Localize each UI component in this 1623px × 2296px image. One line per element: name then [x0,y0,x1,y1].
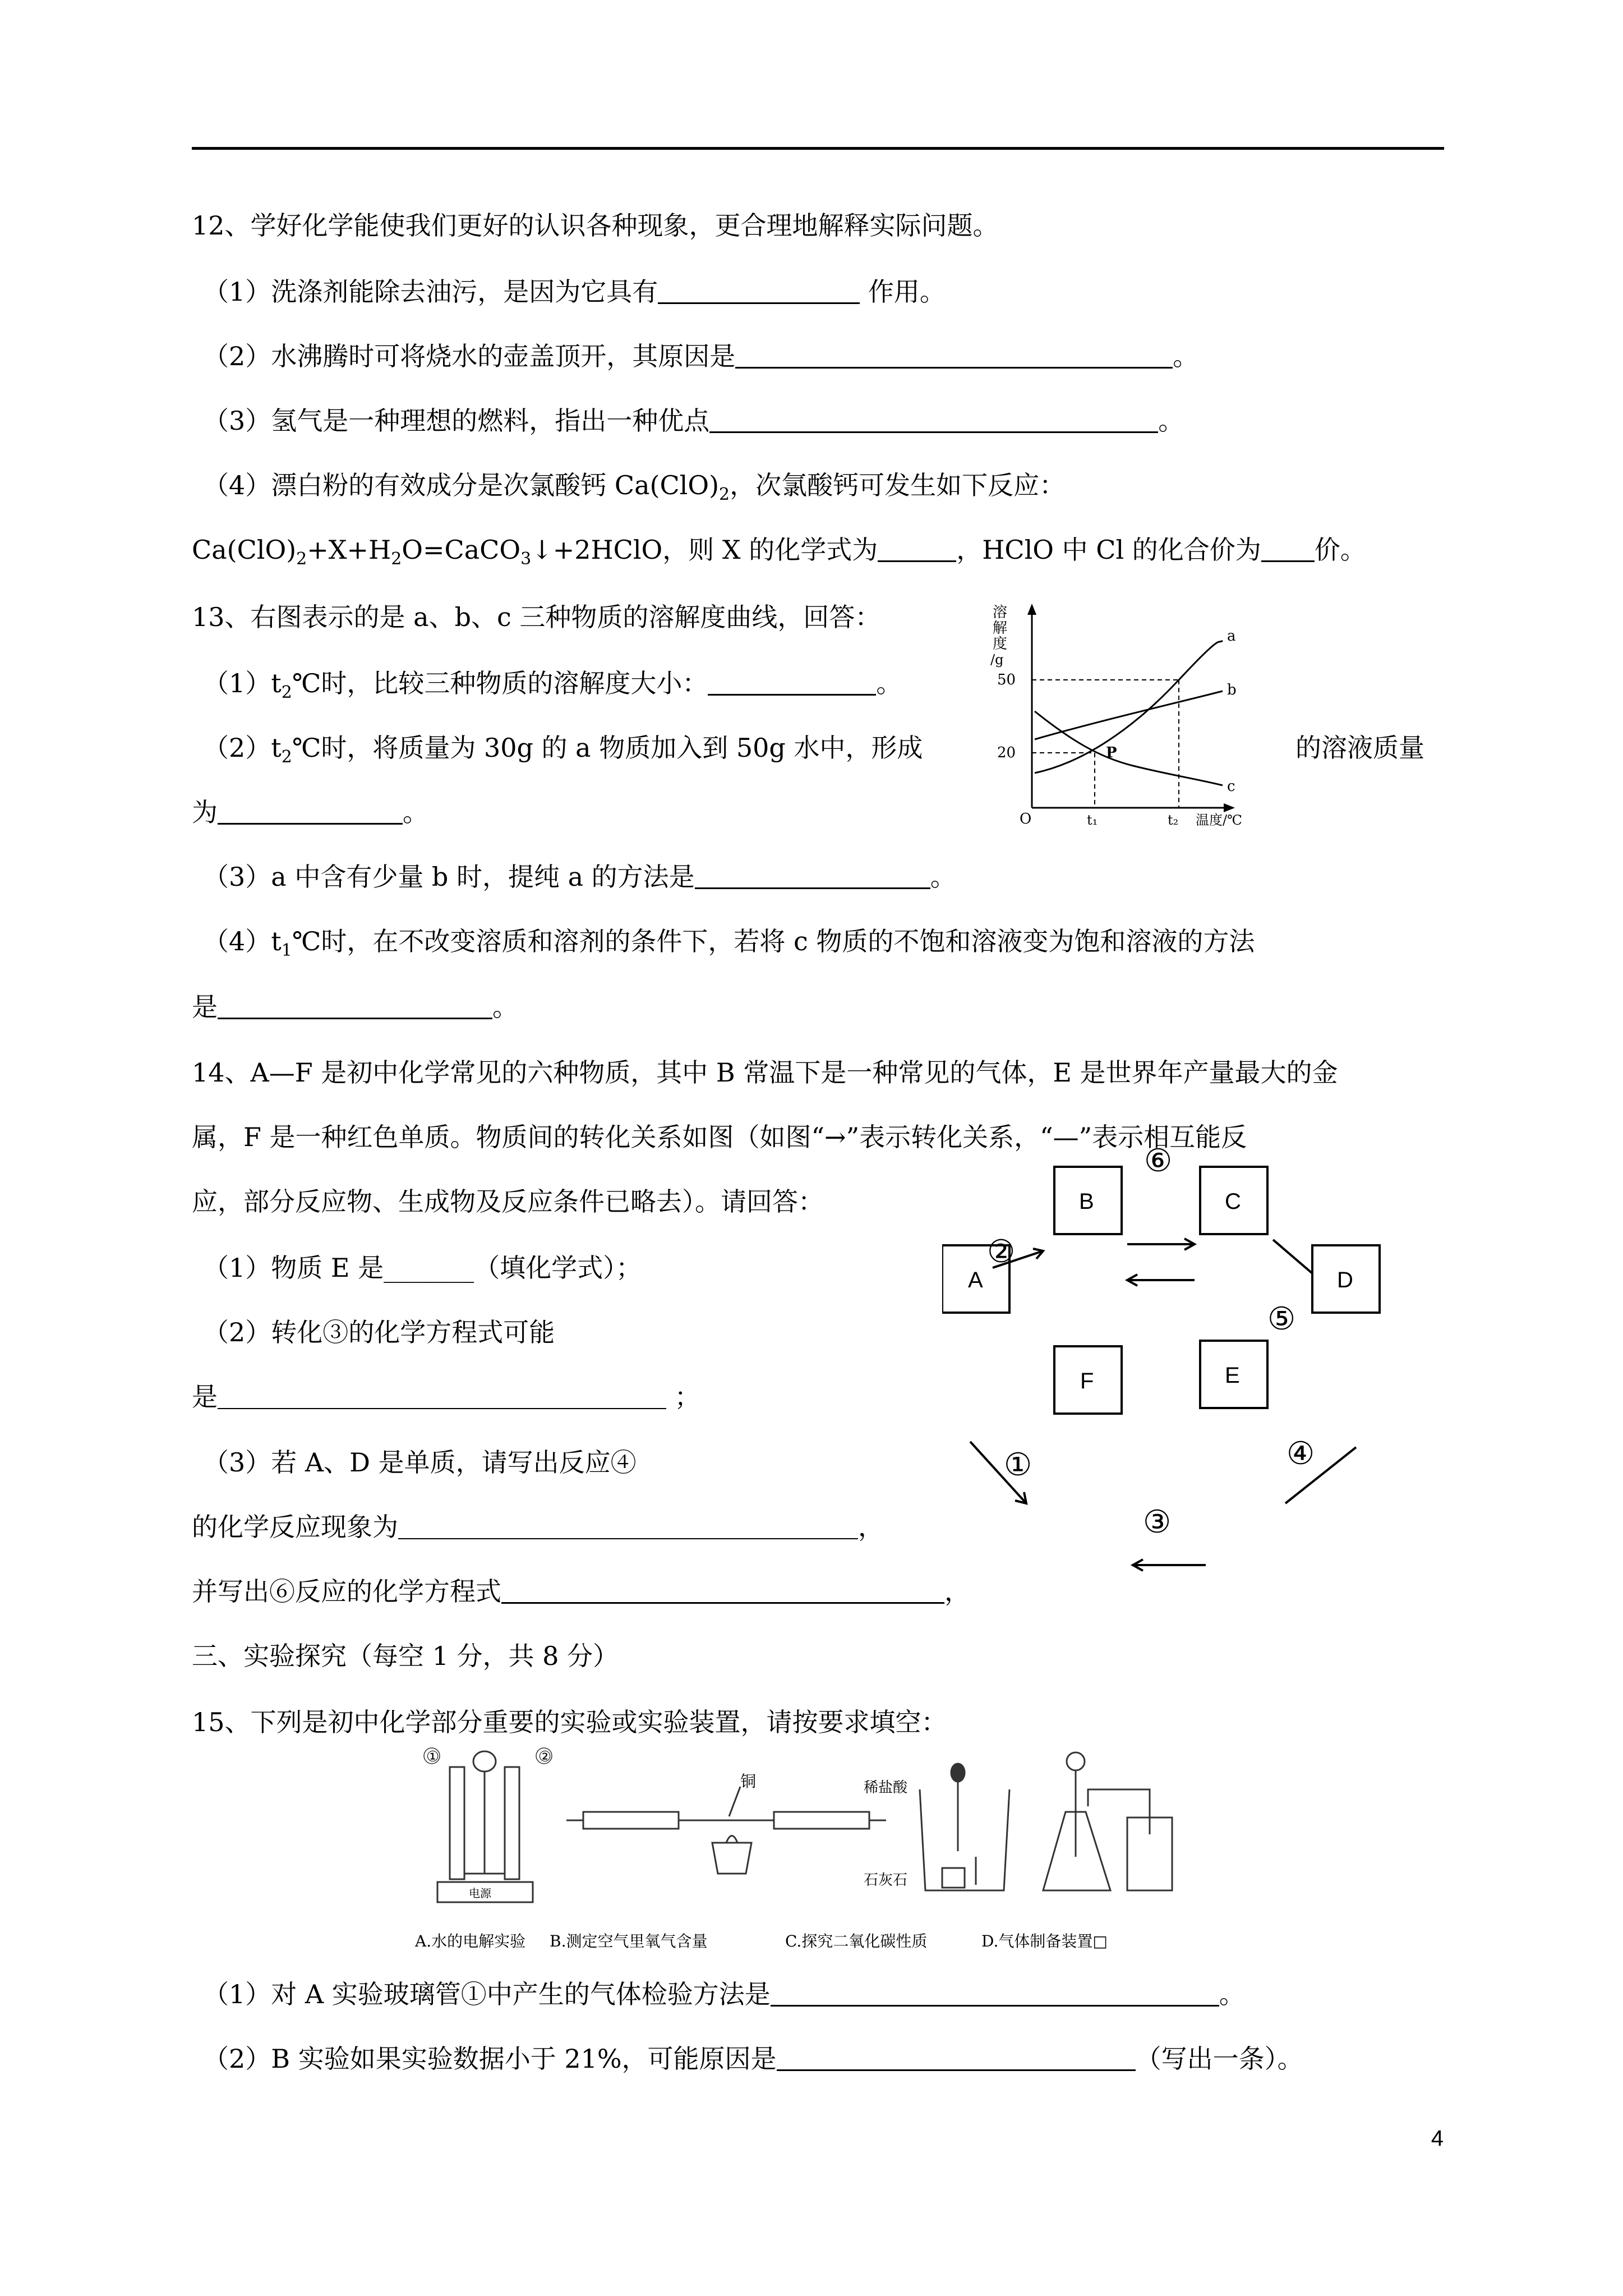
label-circle-1: ① [1004,1447,1032,1482]
y-axis-label-char: 溶 [993,604,1008,621]
q14-line1: 14、A—F 是初中化学常见的六种物质，其中 B 常温下是一种常见的气体，E 是世界年产量最大的金 [192,1057,1338,1088]
caption-b: B.测定空气里氧气含量 [550,1932,708,1950]
answer-blank[interactable] [218,993,492,1019]
curve-a-label: a [1227,628,1236,645]
caption-a: A.水的电解实验 [415,1932,526,1950]
node-b-label: B [1079,1189,1094,1214]
x-tick-t1: t₁ [1087,812,1098,828]
label-circle-4: ④ [1287,1435,1315,1471]
answer-blank[interactable] [695,863,930,889]
power-label: 电源 [469,1887,491,1900]
q14-part3-cont: 的化学反应现象为 ， [192,1512,884,1542]
origin-label: O [1020,811,1032,827]
q12-part4: （4）漂白粉的有效成分是次氯酸钙 $Ca(ClO)_2$，次氯酸钙可发生如下反应： [203,470,1066,504]
node-c-label: C [1225,1189,1241,1214]
tube-1 [450,1767,464,1879]
answer-blank[interactable] [708,669,876,696]
point-p-label: P [1106,744,1117,761]
section-3-title: 三、实验探究（每空 1 分，共 8 分） [192,1641,619,1671]
answer-blank[interactable] [878,536,956,562]
answer-blank[interactable] [218,798,403,825]
q14-part1: （1）物质 E 是_______（填化学式）； [203,1253,642,1283]
node-e-label: E [1225,1363,1240,1388]
q14-line2: 属，F 是一种红色单质。物质间的转化关系如图（如图“→”表示转化关系，“—”表示相互能反 [192,1122,1247,1152]
q13-title: 13、右图表示的是 a、b、c 三种物质的溶解度曲线，回答： [192,602,881,632]
label-circle-6: ⑥ [1144,1143,1173,1178]
q13-part2: $(2)t_2℃$时，将质量为 30g 的 a 物质加入到 50g 水中，形成 [203,733,923,767]
reservoir-bulb [473,1751,496,1772]
conical-flask [1043,1812,1110,1890]
mark-1: ① [426,1749,440,1765]
page-number: 4 [1431,2126,1444,2151]
y-tick-20: 20 [997,744,1016,761]
flame [726,1836,737,1843]
q13-part4: $(4)t_1℃$时，在不改变溶质和溶剂的条件下，若将 c 物质的不饱和溶液变为饱和溶液的方法 [203,926,1255,960]
acid-label: 稀盐酸 [864,1779,908,1796]
mark-2: ② [538,1749,552,1765]
q12-part3: （3）氢气是一种理想的燃料，指出一种优点 。 [203,406,1184,436]
y-axis-arrow [1027,604,1036,615]
caption-d: D.气体制备装置□ [981,1932,1108,1950]
funnel-bulb [1067,1752,1085,1770]
answer-blank[interactable] [218,1383,666,1409]
copper-label: 铜 [740,1772,757,1791]
curve-c [1035,711,1223,785]
header-rule [192,147,1444,150]
q14-part4: 并写出⑥反应的化学方程式 ， [192,1576,970,1607]
q12-part2: （2）水沸腾时可将烧水的壶盖顶开，其原因是 。 [203,341,1199,371]
q12-title: 12、学好化学能使我们更好的认识各种现象，更合理地解释实际问题。 [192,210,999,241]
answer-blank[interactable] [501,1577,944,1604]
tube-2 [505,1767,519,1879]
node-d-label: D [1337,1268,1353,1292]
q15-title: 15、下列是初中化学部分重要的实验或实验装置，请按要求填空： [192,1707,947,1737]
q13-part2-tail: 的溶液质量 [1295,733,1424,763]
syringe-right [774,1812,869,1829]
answer-blank[interactable] [658,278,860,304]
line-c-d [1273,1240,1312,1273]
q12-part1: （1）洗涤剂能除去油污，是因为它具有 作用。 [203,277,946,307]
alcohol-lamp [712,1843,751,1874]
answer-blank[interactable] [1261,536,1315,562]
answer-blank[interactable] [735,342,1173,369]
limestone [942,1868,965,1888]
q13-part2-cont: 为 。 [192,797,428,827]
experiment-figure [415,1745,1211,1963]
curve-a [1035,641,1223,773]
answer-blank[interactable] [777,2045,1136,2071]
stone-label: 石灰石 [864,1872,908,1889]
gas-prep-apparatus [1043,1752,1172,1890]
q14-line3: 应，部分反应物、生成物及反应条件已略去）。请回答： [192,1186,824,1217]
q14-part2: （2）转化③的化学方程式可能 [203,1317,555,1347]
x-tick-t2: t₂ [1168,812,1179,828]
y-axis-label-char: 度 [993,636,1008,652]
x-axis-arrow [1224,803,1235,812]
electrolysis-apparatus [437,1751,533,1902]
q15-part1: （1）对 A 实验玻璃管①中产生的气体检验方法是 。 [203,1979,1245,2009]
dropper-bulb [951,1764,965,1782]
answer-blank[interactable] [709,407,1158,433]
x-axis-label: 温度/℃ [1196,812,1242,828]
q15-part2: （2）B 实验如果实验数据小于 21%，可能原因是 （写出一条）。 [203,2044,1303,2074]
node-f-label: F [1080,1369,1094,1393]
copper-pointer [729,1787,740,1816]
label-circle-5: ⑤ [1267,1301,1296,1336]
delivery-tube [1088,1789,1150,1834]
q14-part3: （3）若 A、D 是单质，请写出反应④ [203,1447,637,1478]
curve-b-label: b [1227,682,1237,698]
q13-part1: $(1)t_2℃$时，比较三种物质的溶解度大小： 。 [203,668,902,702]
conversion-diagram [942,1133,1391,1593]
q13-part4-cont: 是 。 [192,992,518,1022]
co2-apparatus [920,1764,1009,1890]
syringe-left [583,1812,679,1829]
solubility-curve-figure [987,595,1301,836]
q13-part3: （3）a 中含有少量 b 时，提纯 a 的方法是 。 [203,862,956,892]
caption-c: C.探究二氧化碳性质 [785,1932,928,1950]
y-axis-label-char: /g [990,652,1004,668]
answer-blank[interactable] [771,1980,1219,2007]
label-circle-2: ② [987,1234,1016,1269]
q12-equation: $Ca(ClO)_2+X+H_2O=CaCO_3↓+2HClO$，则 X 的化学式为 ，HClO 中 Cl 的化合价为 价。 [192,535,1366,569]
y-axis-label-char: 解 [993,620,1008,637]
label-circle-3: ③ [1143,1504,1172,1539]
q14-part2-cont: 是 ； [192,1382,700,1412]
node-a-label: A [968,1268,983,1292]
curve-c-label: c [1227,778,1235,795]
answer-blank[interactable] [398,1513,858,1539]
y-tick-50: 50 [997,671,1016,688]
oxygen-apparatus [566,1787,886,1874]
